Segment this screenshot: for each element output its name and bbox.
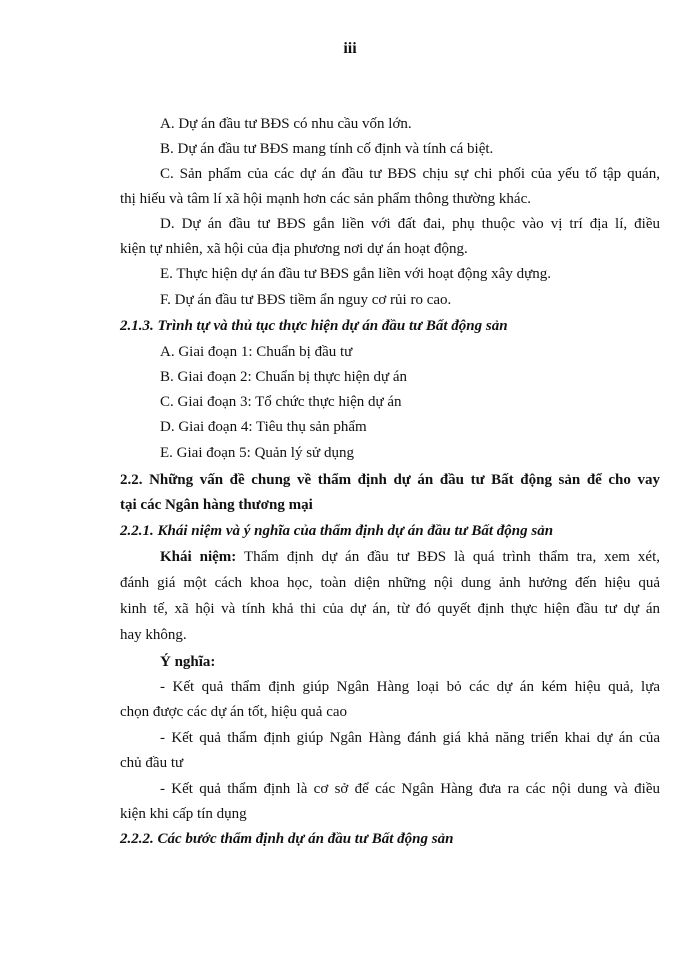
feature-e: E. Thực hiện dự án đầu tư BĐS gắn liền với hoạt động xây dựng.	[160, 266, 551, 282]
meaning-2-line2: chủ đầu tư	[120, 755, 184, 771]
feature-f: F. Dự án đầu tư BĐS tiềm ẩn nguy cơ rủi ro cao.	[160, 292, 452, 308]
concept-label: Khái niệm:	[160, 549, 237, 565]
feature-a: A. Dự án đầu tư BĐS có nhu cầu vốn lớn.	[160, 116, 412, 132]
heading-2-2-line2: tại các Ngân hàng thương mại	[120, 497, 313, 513]
meaning-2-line1: - Kết quả thẩm định giúp Ngân Hàng đánh giá khả năng triển khai dự án của	[160, 730, 660, 746]
heading-2-2-2: 2.2.2. Các bước thẩm định dự án đầu tư Bất động sản	[120, 831, 454, 847]
meaning-3-line2: kiện khi cấp tín dụng	[120, 806, 247, 822]
stage-3: C. Giai đoạn 3: Tổ chức thực hiện dự án	[160, 394, 402, 410]
feature-c-line1: C. Sản phẩm của các dự án đầu tư BĐS chịu sự chi phối của yếu tố tập quán,	[160, 166, 660, 182]
stage-1: A. Giai đoạn 1: Chuẩn bị đầu tư	[160, 344, 353, 360]
stage-2: B. Giai đoạn 2: Chuẩn bị thực hiện dự án	[160, 369, 408, 385]
concept-text: Thẩm định dự án đầu tư BĐS là quá trình thẩm tra, xem xét,	[236, 549, 660, 565]
concept-line2: đánh giá một cách khoa học, toàn diện những nội dung ảnh hưởng đến hiệu quả	[120, 575, 660, 591]
meaning-label: Ý nghĩa:	[160, 654, 216, 670]
heading-2-1-3: 2.1.3. Trình tự và thủ tục thực hiện dự án đầu tư Bất động sản	[120, 318, 508, 334]
feature-b: B. Dự án đầu tư BĐS mang tính cố định và tính cá biệt.	[160, 141, 494, 157]
stage-4: D. Giai đoạn 4: Tiêu thụ sản phẩm	[160, 419, 367, 435]
concept-line1	[160, 547, 660, 567]
concept-line3: kinh tế, xã hội và tính khả thi của dự án, từ đó quyết định thực hiện đầu tư dự án	[120, 601, 660, 617]
meaning-1-line2: chọn được các dự án tốt, hiệu quả cao	[120, 704, 348, 720]
meaning-3-line1: - Kết quả thẩm định là cơ sở để các Ngân Hàng đưa ra các nội dung và điều	[160, 781, 660, 797]
page-number: iii	[343, 40, 357, 57]
stage-5: E. Giai đoạn 5: Quản lý sử dụng	[160, 445, 354, 461]
feature-d-line2: kiện tự nhiên, xã hội của địa phương nơi dự án hoạt động.	[120, 241, 468, 257]
feature-d-line1: D. Dự án đầu tư BĐS gắn liền với đất đai, phụ thuộc vào vị trí địa lí, điều	[160, 216, 660, 232]
feature-c-line2: thị hiếu và tâm lí xã hội mạnh hơn các sản phẩm thông thường khác.	[120, 191, 531, 207]
heading-2-2-1: 2.2.1. Khái niệm và ý nghĩa của thẩm định dự án đầu tư Bất động sản	[120, 523, 554, 539]
concept-line4: hay không.	[120, 627, 187, 643]
meaning-1-line1: - Kết quả thẩm định giúp Ngân Hàng loại bỏ các dự án kém hiệu quả, lựa	[160, 679, 660, 695]
heading-2-2-line1: 2.2. Những vấn đề chung về thẩm định dự án đầu tư Bất động sản để cho vay	[120, 472, 660, 488]
